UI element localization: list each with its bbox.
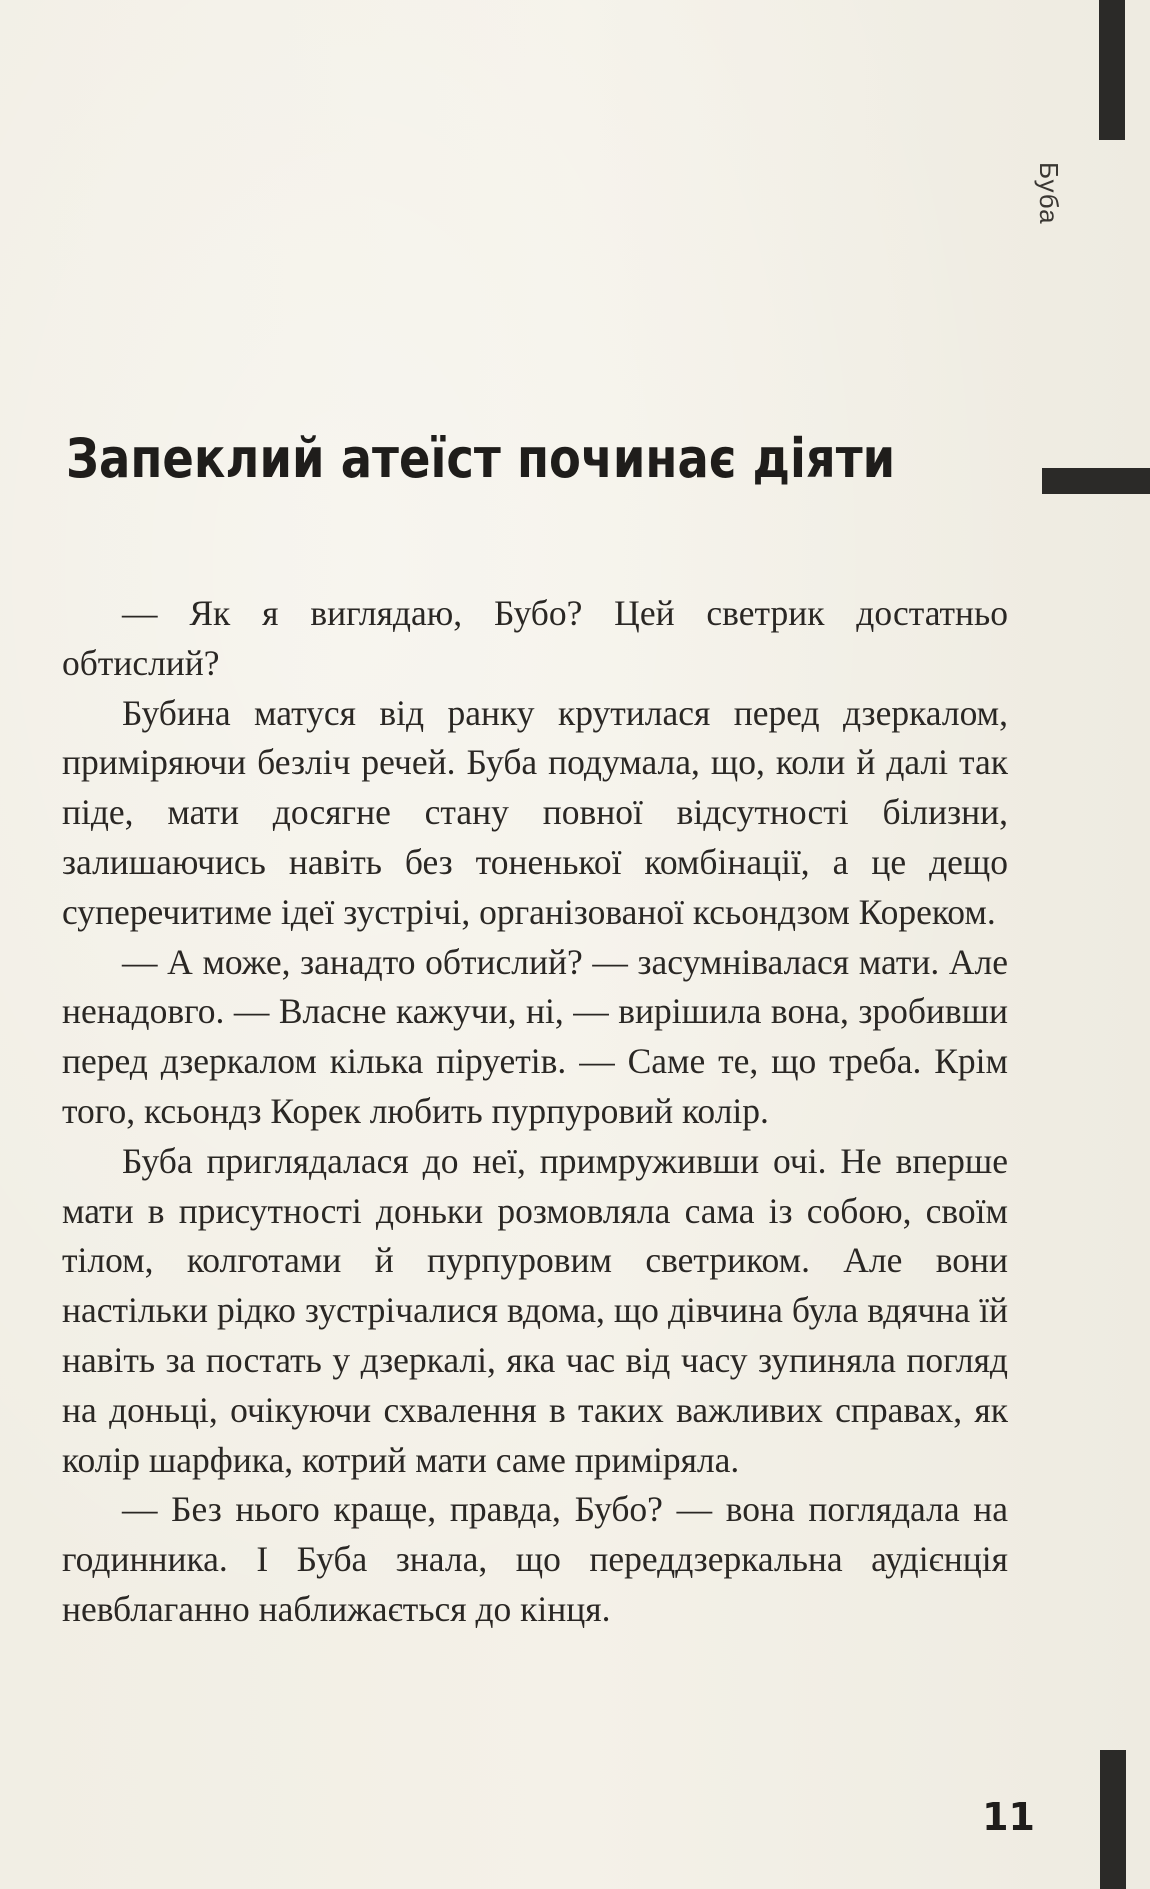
- paragraph: Бубина матуся від ранку крутилася перед дзеркалом, приміряючи безліч речей. Буба подумала, що, коли й далі так піде, мати досягне стану повної відсутності білизни, залишаючись навіть без тоненької комбінації, а це дещо суперечитиме ідеї зустрічі, організованої ксьондзом Кореком.: [62, 692, 1008, 932]
- edge-marker-bottom: [1100, 1750, 1126, 1889]
- page-number: 11: [982, 1795, 1035, 1839]
- paragraph: — Без нього краще, правда, Бубо? — вона поглядала на годинника. І Буба знала, що переддзеркальна аудієнція невблаганно наближається до кінця.: [62, 1489, 1008, 1629]
- paragraph: — А може, занадто обтислий? — засумнівалася мати. Але ненадовго. — Власне кажучи, ні, — вирішила вона, зробивши перед дзеркалом кілька піруетів. — Саме те, що треба. Крім того, ксьондз Корек любить пурпуровий колір.: [62, 941, 1008, 1131]
- paragraph: — Як я виглядаю, Бубо? Цей светрик достатньо обтислий?: [62, 593, 1008, 683]
- running-head: Буба: [1034, 162, 1064, 225]
- edge-marker-top: [1099, 0, 1125, 140]
- paragraph: Буба приглядалася до неї, примруживши очі. Не вперше мати в присутності доньки розмовляла сама із собою, своїм тілом, колготами й пурпуровим светриком. Але вони настільки рідко зустрічалися вдома, що дівчина була вдячна їй навіть за постать у дзеркалі, яка час від часу зупиняла погляд на доньці, очікуючи схвалення в таких важливих справах, як колір шарфика, котрий мати саме приміряла.: [62, 1140, 1008, 1480]
- body-text: [62, 589, 1008, 1635]
- chapter-title: Запеклий атеїст починає діяти: [66, 427, 896, 490]
- edge-marker-title: [1042, 468, 1150, 494]
